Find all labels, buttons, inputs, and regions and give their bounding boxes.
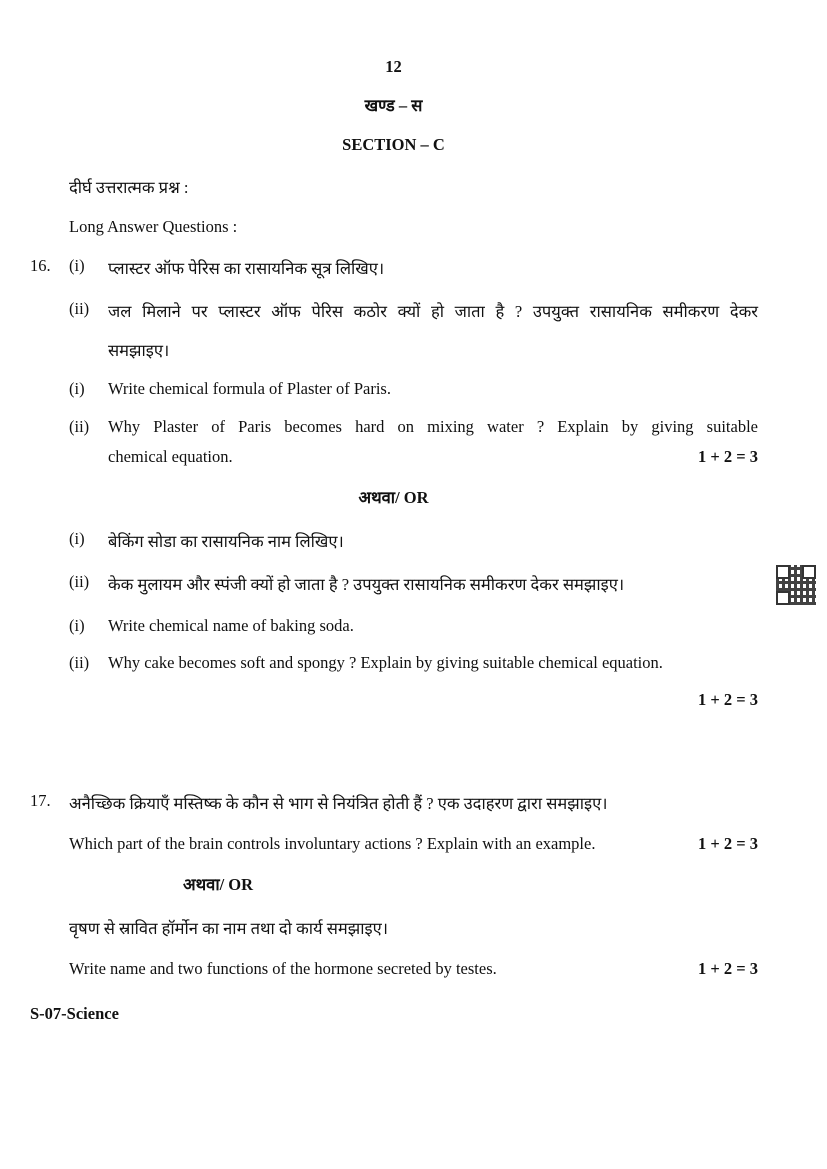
q16-english-i-marker: (i) (69, 379, 85, 398)
q16-alt-english-ii-text: Why cake becomes soft and spongy ? Explain by giving suitable chemical equation. (108, 653, 663, 672)
long-answer-heading-english: Long Answer Questions : (69, 217, 238, 236)
q16-hindi-ii-text-line1: जल मिलाने पर प्लास्टर ऑफ पेरिस कठोर क्यों हो जाता है ? उपयुक्त रासायनिक समीकरण देकर (108, 302, 758, 321)
q16-alt-hindi-i-marker: (i) (69, 529, 85, 548)
q16-alt-english-ii-marker: (ii) (69, 653, 90, 672)
footer-paper-code: S-07-Science (30, 1004, 119, 1023)
question-16-number: 16. (30, 256, 51, 275)
long-answer-heading-hindi: दीर्घ उत्तरात्मक प्रश्न : (69, 178, 189, 197)
q16-alt-marks: 1 + 2 = 3 (697, 690, 758, 709)
q16-hindi-ii-text-line2: समझाइए। (108, 341, 170, 360)
q17-marks: 1 + 2 = 3 (697, 834, 758, 853)
q16-english-ii-marker: (ii) (69, 417, 90, 436)
question-17-number: 17. (30, 791, 51, 810)
q16-hindi-i-marker: (i) (69, 256, 85, 275)
q16-marks: 1 + 2 = 3 (697, 447, 758, 466)
q16-alt-english-i-text: Write chemical name of baking soda. (108, 616, 354, 635)
q16-alt-hindi-ii-text: केक मुलायम और स्पंजी क्यों हो जाता है ? उपयुक्त रासायनिक समीकरण देकर समझाइए। (108, 575, 625, 594)
qr-code (776, 565, 816, 605)
q17-alt-marks: 1 + 2 = 3 (697, 959, 758, 978)
section-title-english: SECTION – C (342, 135, 445, 154)
q17-or-label: अथवा/ OR (183, 875, 254, 894)
q17-alt-hindi-text: वृषण से स्रावित हॉर्मोन का नाम तथा दो कार्य समझाइए। (69, 919, 388, 938)
q16-alt-hindi-ii-marker: (ii) (69, 572, 90, 591)
q16-or-label: अथवा/ OR (358, 488, 429, 507)
q17-english-text: Which part of the brain controls involuntary actions ? Explain with an example. (69, 834, 596, 853)
q16-english-i-text: Write chemical formula of Plaster of Paris. (108, 379, 391, 398)
page-number: 12 (385, 57, 402, 76)
q17-hindi-text: अनैच्छिक क्रियाएँ मस्तिष्क के कौन से भाग से नियंत्रित होती हैं ? एक उदाहरण द्वारा समझाइए। (69, 794, 608, 813)
q16-english-ii-text-line1: Why Plaster of Paris becomes hard on mixing water ? Explain by giving suitable (108, 417, 758, 436)
q16-english-ii-text-line2: chemical equation. (108, 447, 233, 466)
q16-alt-english-i-marker: (i) (69, 616, 85, 635)
q16-alt-hindi-i-text: बेकिंग सोडा का रासायनिक नाम लिखिए। (108, 532, 344, 551)
q17-alt-english-text: Write name and two functions of the hormone secreted by testes. (69, 959, 497, 978)
q16-hindi-ii-marker: (ii) (69, 299, 90, 318)
q16-hindi-i-text: प्लास्टर ऑफ पेरिस का रासायनिक सूत्र लिखिए। (108, 259, 385, 278)
section-title-hindi: खण्ड – स (364, 96, 423, 115)
